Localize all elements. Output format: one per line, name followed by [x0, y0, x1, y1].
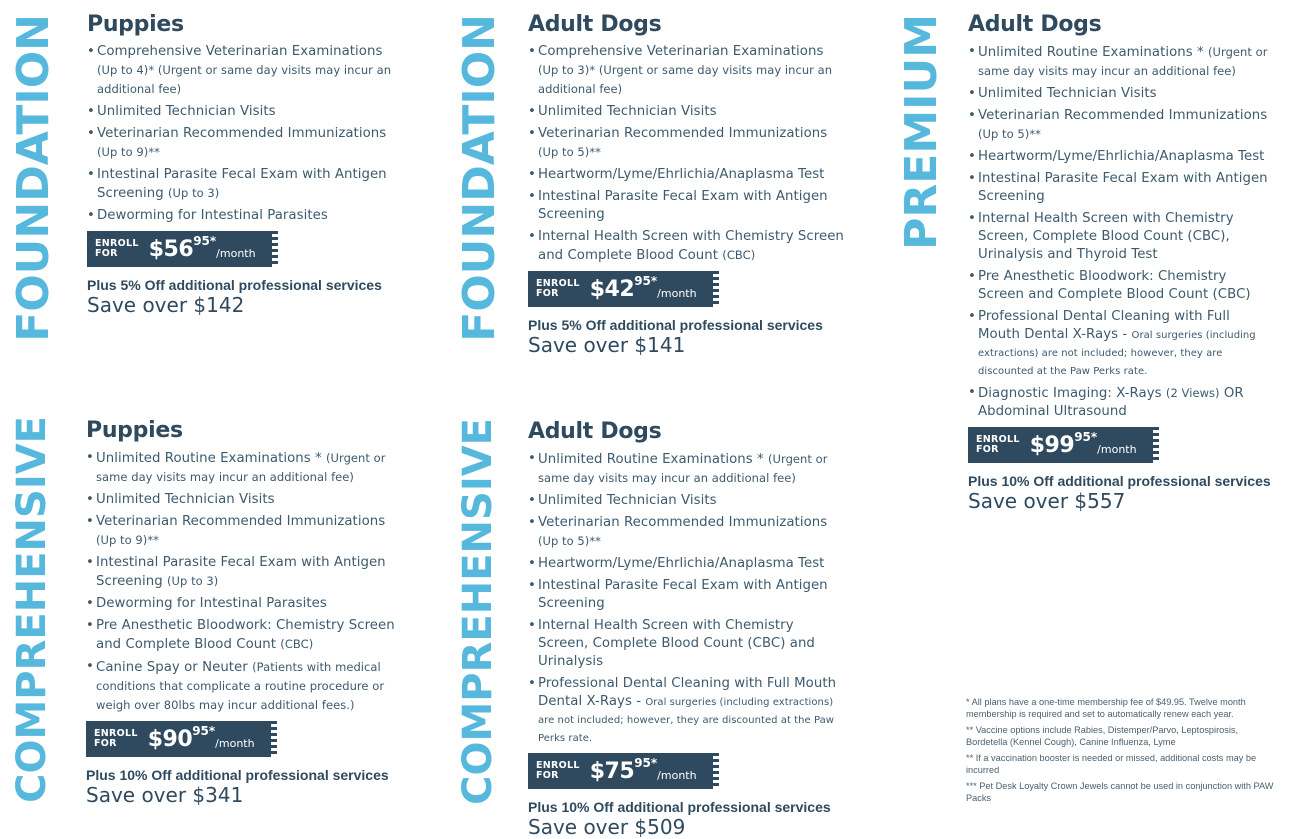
benefit-item — [528, 555, 840, 573]
benefit-item — [87, 207, 402, 225]
benefit-item — [968, 210, 1273, 264]
enroll-label — [536, 761, 580, 781]
price-period: /month — [216, 246, 256, 260]
benefit-note: (Up to 5)** — [538, 145, 601, 159]
benefit-text: Unlimited Technician Visits — [978, 86, 1157, 101]
benefit-text: Comprehensive Veterinarian Examinations — [97, 44, 383, 59]
benefit-text: Veterinarian Recommended Immunizations — [96, 514, 386, 529]
benefit-item — [968, 170, 1273, 206]
price-cents: 95* — [634, 274, 658, 288]
footnote: *** Pet Desk Loyalty Crown Jewels cannot be used in conjunction with PAW Packs — [966, 781, 1274, 803]
enroll-price-badge — [968, 427, 1153, 463]
benefit-note: (Up to 4)* (Urgent or same day visits may incur an additional fee) — [97, 63, 392, 96]
benefit-note: (Patients with medical conditions that complicate a routine procedure or weigh over 80lbs may incur additional fees.) — [96, 660, 385, 712]
footnotes — [966, 696, 1281, 808]
price-period: /month — [1097, 442, 1137, 456]
for-word: FOR — [976, 444, 999, 455]
benefit-note: (Up to 9)** — [97, 145, 160, 159]
tier-label-premium: PREMIUM — [896, 14, 947, 250]
benefit-note: (Urgent or same day visits may incur an additional fee) — [96, 451, 386, 484]
enroll-price-badge — [86, 721, 271, 757]
benefit-item — [86, 449, 401, 487]
benefit-item — [528, 450, 840, 488]
benefit-item — [968, 268, 1273, 304]
benefit-note: (Urgent or same day visits may incur an additional fee) — [538, 452, 828, 485]
benefit-note: (2 Views) — [1165, 386, 1220, 400]
plan-title: Puppies — [87, 12, 184, 37]
benefit-item — [968, 308, 1273, 380]
enroll-word: ENROLL — [536, 760, 580, 771]
plan-title: Adult Dogs — [528, 12, 662, 37]
plan-premium-adult-dogs — [968, 12, 1273, 513]
benefit-note: (Up to 5)** — [978, 127, 1041, 141]
benefit-list — [87, 43, 402, 225]
enroll-word: ENROLL — [536, 278, 580, 289]
benefit-text: Unlimited Technician Visits — [96, 492, 275, 507]
benefit-text: Unlimited Routine Examinations * — [978, 45, 1204, 60]
benefit-note: (Up to 5)** — [538, 534, 601, 548]
benefit-note: (Up to 3) — [167, 574, 219, 588]
benefit-text: Unlimited Technician Visits — [97, 104, 276, 119]
price-cents: 95* — [1074, 430, 1098, 444]
tier-label-comprehensive: COMPREHENSIVE — [455, 418, 501, 805]
tier-label-foundation: FOUNDATION — [454, 14, 505, 342]
benefit-note: (Up to 9)** — [96, 533, 159, 547]
enroll-word: ENROLL — [95, 238, 139, 249]
benefit-list — [528, 450, 840, 747]
footnote: ** If a vaccination booster is needed or missed, additional costs may be incurred — [966, 753, 1257, 775]
savings-text: Save over $142 — [87, 293, 245, 317]
price-period: /month — [657, 286, 697, 300]
benefit-item — [528, 514, 840, 551]
price-dollars: $90 — [147, 726, 193, 752]
price-cents: 95* — [193, 234, 217, 248]
benefit-text: Veterinarian Recommended Immunizations — [538, 515, 828, 530]
benefit-note: (CBC) — [722, 248, 756, 262]
benefit-text: Intestinal Parasite Fecal Exam with Antigen Screening — [978, 171, 1268, 204]
benefit-text: Unlimited Technician Visits — [538, 104, 717, 119]
enroll-word: ENROLL — [976, 434, 1020, 445]
benefit-text: Intestinal Parasite Fecal Exam with Antigen Screening — [538, 578, 828, 611]
benefit-item — [86, 491, 401, 509]
benefit-item — [528, 577, 840, 613]
savings-text: Save over $341 — [86, 783, 244, 807]
benefit-text: Veterinarian Recommended Immunizations — [97, 126, 387, 141]
benefit-text: Internal Health Screen with Chemistry Screen and Complete Blood Count — [538, 229, 844, 263]
savings-text: Save over $141 — [528, 333, 686, 357]
benefit-text: Deworming for Intestinal Parasites — [96, 596, 327, 611]
benefit-text: Pre Anesthetic Bloodwork: Chemistry Screen and Complete Blood Count — [96, 618, 395, 652]
benefit-item — [968, 43, 1273, 81]
benefit-text: Canine Spay or Neuter — [96, 660, 248, 675]
benefit-text: Unlimited Routine Examinations * — [96, 451, 322, 466]
price-cents: 95* — [192, 724, 216, 738]
benefit-item — [87, 166, 402, 203]
plan-title: Adult Dogs — [968, 12, 1102, 37]
price-dollars: $56 — [148, 236, 194, 262]
benefit-item — [528, 188, 848, 224]
plan-comprehensive-adult-dogs — [528, 419, 840, 839]
for-word: FOR — [95, 248, 118, 259]
benefit-item — [86, 658, 401, 715]
benefit-item — [87, 125, 402, 162]
benefit-note: Oral surgeries (including extractions) are not included; however, they are discounted at the Paw Perks rate. — [978, 330, 1256, 377]
benefit-item — [528, 617, 840, 671]
benefit-text: Deworming for Intestinal Parasites — [97, 208, 328, 223]
benefit-text: Heartworm/Lyme/Ehrlichia/Anaplasma Test — [978, 149, 1265, 164]
benefit-item — [86, 595, 401, 613]
benefit-item — [86, 617, 401, 654]
price-cents: 95* — [634, 756, 658, 770]
benefit-item — [528, 492, 840, 510]
benefit-text: Veterinarian Recommended Immunizations — [538, 126, 828, 141]
benefit-item — [87, 43, 402, 99]
benefit-text: Professional Dental Cleaning with Full Mouth Dental X-Rays - — [538, 676, 837, 709]
benefit-note: (Urgent or same day visits may incur an additional fee) — [978, 45, 1268, 78]
benefit-item — [968, 148, 1273, 166]
benefit-item — [86, 513, 401, 550]
benefit-note: (CBC) — [280, 637, 314, 651]
plan-title: Puppies — [86, 418, 183, 443]
footnote: ** Vaccine options include Rabies, Distemper/Parvo, Leptospirosis, Bordetella (Kennel Cough), Canine Influenza, Lyme — [966, 725, 1239, 747]
benefit-list — [528, 43, 848, 265]
benefit-item — [968, 107, 1273, 144]
enroll-price-badge — [87, 231, 272, 267]
price-dollars: $99 — [1029, 432, 1075, 458]
benefit-text: Internal Health Screen with Chemistry Screen, Complete Blood Count (CBC) and Urinalysis — [538, 618, 815, 669]
benefit-text: Unlimited Technician Visits — [538, 493, 717, 508]
enroll-price-badge — [528, 753, 713, 789]
benefit-text: Pre Anesthetic Bloodwork: Chemistry Screen and Complete Blood Count (CBC) — [978, 269, 1251, 302]
benefit-text: Intestinal Parasite Fecal Exam with Antigen Screening — [97, 167, 387, 201]
benefit-text: OR Abdominal Ultrasound — [978, 386, 1244, 419]
benefit-text: Diagnostic Imaging: X-Rays — [978, 386, 1162, 401]
discount-text: Plus 5% Off additional professional services — [528, 317, 823, 333]
benefit-note: Oral surgeries (including extractions) are not included; however, they are discounted at the Paw Perks rate. — [538, 697, 834, 744]
for-word: FOR — [536, 770, 559, 781]
price-dollars: $75 — [589, 758, 635, 784]
discount-text: Plus 5% Off additional professional services — [87, 277, 382, 293]
benefit-item — [528, 228, 848, 265]
benefit-text: Professional Dental Cleaning with Full Mouth Dental X-Rays - — [978, 309, 1230, 342]
benefit-note: (Up to 3) — [168, 186, 220, 200]
benefit-text: Heartworm/Lyme/Ehrlichia/Anaplasma Test — [538, 556, 825, 571]
benefit-list — [86, 449, 401, 715]
benefit-item — [528, 675, 840, 747]
benefit-item — [87, 103, 402, 121]
benefit-item — [968, 384, 1273, 421]
benefit-text: Intestinal Parasite Fecal Exam with Antigen Screening — [538, 189, 828, 222]
benefit-item — [528, 43, 848, 99]
price-dollars: $42 — [589, 276, 635, 302]
price-period: /month — [657, 768, 697, 782]
benefit-list — [968, 43, 1273, 421]
enroll-word: ENROLL — [94, 728, 138, 739]
plan-foundation-adult-dogs — [528, 12, 848, 357]
discount-text: Plus 10% Off additional professional services — [968, 473, 1271, 489]
benefit-item — [528, 103, 848, 121]
for-word: FOR — [536, 288, 559, 299]
benefit-text: Heartworm/Lyme/Ehrlichia/Anaplasma Test — [538, 167, 825, 182]
savings-text: Save over $557 — [968, 489, 1126, 513]
enroll-price-badge — [528, 271, 713, 307]
benefit-item — [528, 166, 848, 184]
benefit-text: Intestinal Parasite Fecal Exam with Antigen Screening — [96, 555, 386, 589]
benefit-text: Unlimited Routine Examinations * — [538, 452, 764, 467]
benefit-text: Comprehensive Veterinarian Examinations — [538, 44, 824, 59]
enroll-label — [536, 279, 580, 299]
benefit-item — [528, 125, 848, 162]
footnote: * All plans have a one-time membership fee of $49.95. Twelve month membership is required and set to automatically renew each year. — [966, 697, 1246, 719]
plan-comprehensive-puppies — [86, 418, 401, 807]
for-word: FOR — [94, 738, 117, 749]
enroll-label — [95, 239, 139, 259]
discount-text: Plus 10% Off additional professional services — [528, 799, 831, 815]
price-period: /month — [215, 736, 255, 750]
enroll-label — [94, 729, 138, 749]
tier-label-foundation: FOUNDATION — [8, 14, 59, 342]
benefit-text: Internal Health Screen with Chemistry Screen, Complete Blood Count (CBC), Urinalysis and Thyroid Test — [978, 211, 1234, 262]
discount-text: Plus 10% Off additional professional services — [86, 767, 389, 783]
tier-label-comprehensive: COMPREHENSIVE — [9, 416, 55, 803]
plan-foundation-puppies — [87, 12, 402, 317]
benefit-text: Veterinarian Recommended Immunizations — [978, 108, 1268, 123]
benefit-note: (Up to 3)* (Urgent or same day visits may incur an additional fee) — [538, 63, 833, 96]
benefit-item — [968, 85, 1273, 103]
plan-title: Adult Dogs — [528, 419, 662, 444]
enroll-label — [976, 435, 1020, 455]
savings-text: Save over $509 — [528, 815, 686, 839]
benefit-item — [86, 554, 401, 591]
